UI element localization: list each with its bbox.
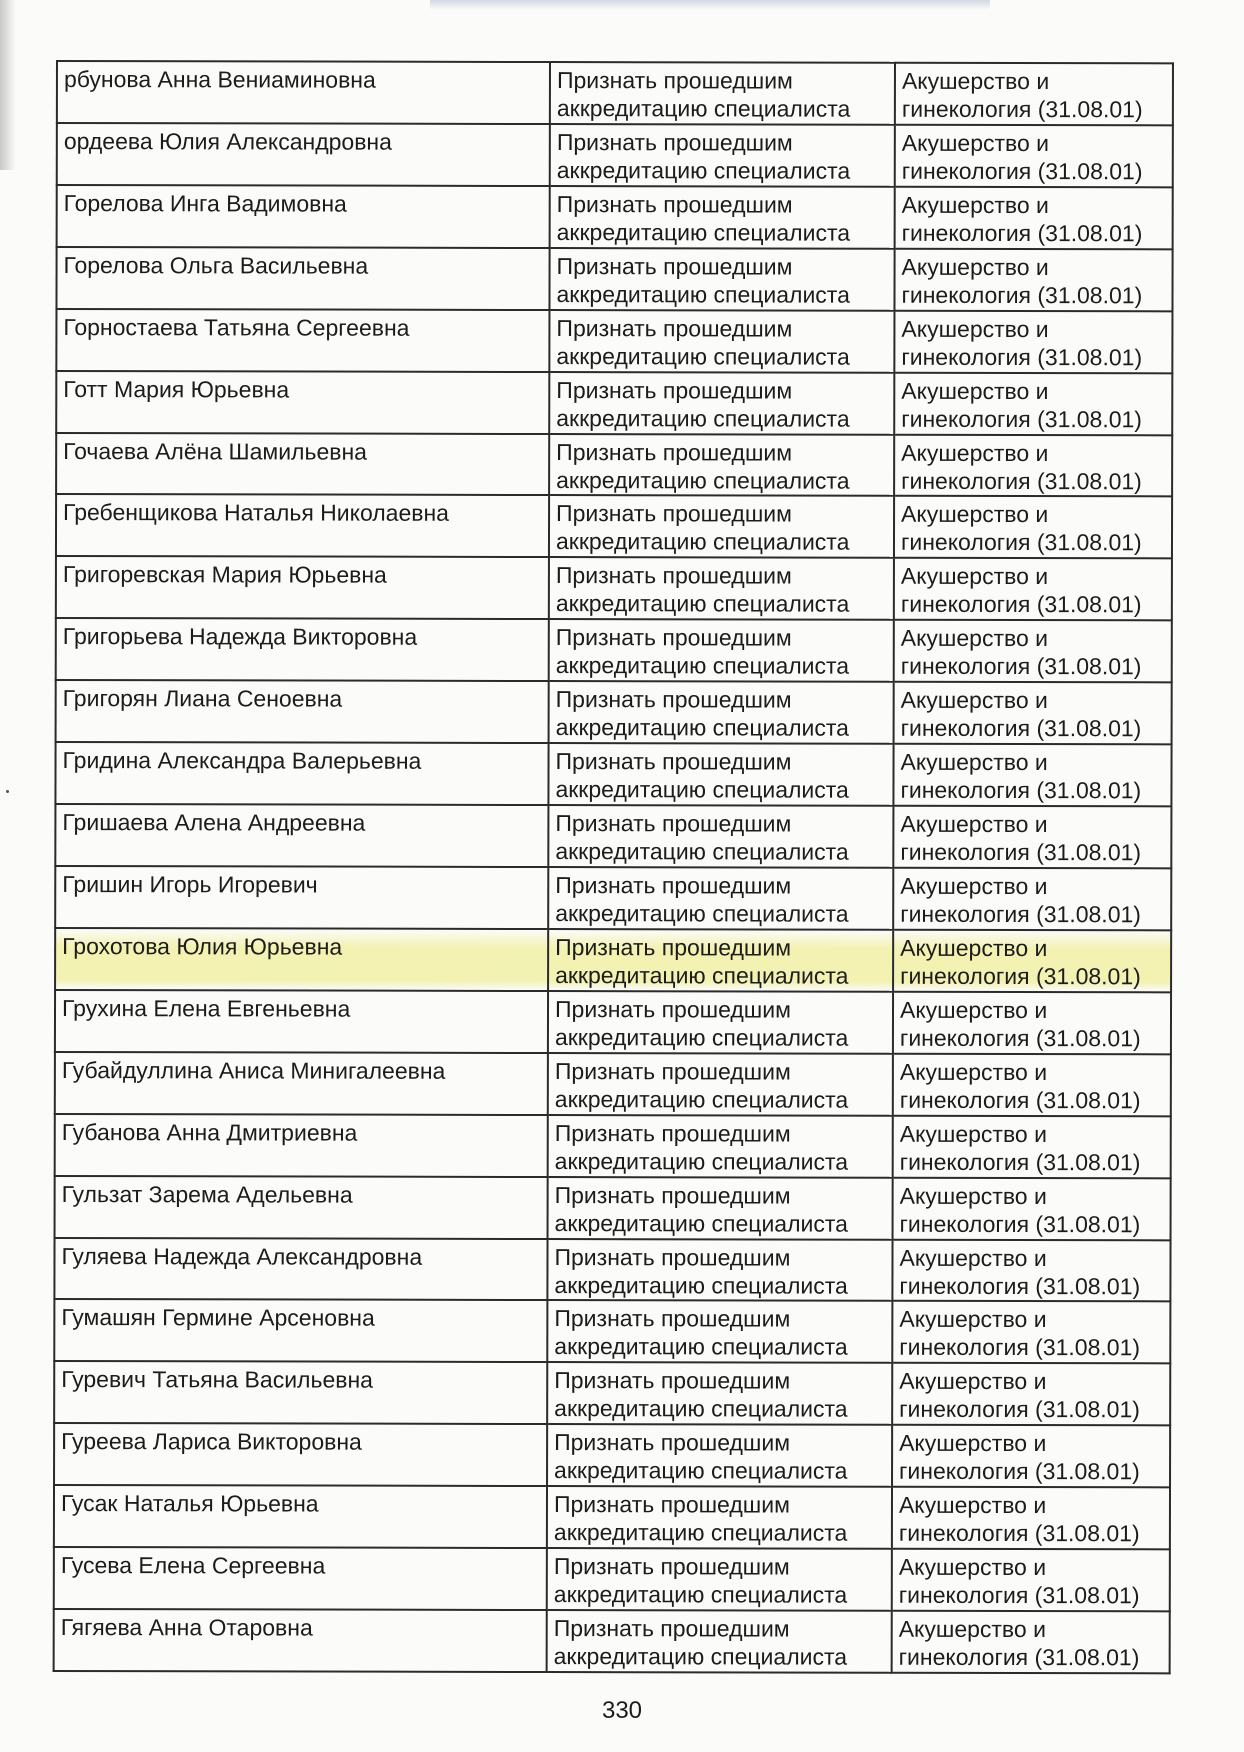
specialty-cell: Акушерство и гинекология (31.08.01) [894,310,1172,373]
table-row [57,185,1173,249]
table-body [54,61,1173,1673]
table-row [55,866,1171,930]
decision-cell: Признать прошедшим аккредитацию специалиста [549,310,894,373]
specialty-cell: Акушерство и гинекология (31.08.01) [893,806,1171,869]
name-cell: Губанова Анна Дмитриевна [55,1114,548,1177]
specialty-cell: Акушерство и гинекология (31.08.01) [893,744,1171,807]
decision-cell: Признать прошедшим аккредитацию специалиста [549,619,894,682]
specialty-cell: Акушерство и гинекология (31.08.01) [895,125,1173,188]
specialty-cell: Акушерство и гинекология (31.08.01) [893,992,1171,1055]
name-cell: Губайдуллина Аниса Минигалеевна [55,1052,548,1115]
decision-cell: Признать прошедшим аккредитацию специалиста [547,1300,892,1363]
table-row [55,1114,1171,1178]
specialty-cell: Акушерство и гинекология (31.08.01) [894,558,1172,621]
specialty-cell: Акушерство и гинекология (31.08.01) [894,249,1172,312]
table-row [56,556,1172,620]
specialty-cell: Акушерство и гинекология (31.08.01) [893,930,1171,993]
specialty-cell: Акушерство и гинекология (31.08.01) [894,434,1172,497]
table-row [55,990,1171,1054]
name-cell: Григорян Лиана Сеноевна [56,680,549,743]
table-row [56,247,1172,311]
specialty-cell: Акушерство и гинекология (31.08.01) [895,63,1173,126]
name-cell: Гришин Игорь Игоревич [55,866,548,929]
page-number: 330 [601,1697,643,1724]
specialty-cell: Акушерство и гинекология (31.08.01) [892,1611,1170,1674]
table-row [54,1361,1170,1425]
scan-top-bleed [430,0,990,10]
specialty-cell: Акушерство и гинекология (31.08.01) [894,496,1172,559]
decision-cell: Признать прошедшим аккредитацию специалиста [549,372,894,435]
name-cell: Гумашян Гермине Арсеновна [54,1299,547,1362]
decision-cell: Признать прошедшим аккредитацию специалиста [548,1177,893,1240]
decision-cell: Признать прошедшим аккредитацию специалиста [548,929,893,992]
table-row [55,928,1171,992]
table-row [56,309,1172,373]
table-row [54,1423,1170,1487]
decision-cell: Признать прошедшим аккредитацию специалиста [547,1486,892,1549]
specialty-cell: Акушерство и гинекология (31.08.01) [892,1239,1170,1302]
specialty-cell: Акушерство и гинекология (31.08.01) [892,1425,1170,1488]
specialty-cell: Акушерство и гинекология (31.08.01) [893,1115,1171,1178]
name-cell: Григоревская Мария Юрьевна [56,556,549,619]
name-cell: Григорьева Надежда Викторовна [56,618,549,681]
name-cell: Гягяева Анна Отаровна [54,1609,547,1672]
decision-cell: Признать прошедшим аккредитацию специалиста [549,557,894,620]
name-cell: Горелова Инга Вадимовна [57,185,550,248]
table-row [54,1485,1170,1549]
table-row [56,618,1172,682]
table-row [56,371,1172,435]
accreditation-table [53,60,1174,1674]
name-cell: Горелова Ольга Васильевна [56,247,549,310]
name-cell: Готт Мария Юрьевна [56,371,549,434]
decision-cell: Признать прошедшим аккредитацию специалиста [547,1239,892,1302]
table-row [56,680,1172,744]
decision-cell: Признать прошедшим аккредитацию специалиста [550,186,895,249]
scan-speck [6,790,9,793]
name-cell: Гуляева Надежда Александровна [54,1238,547,1301]
decision-cell: Признать прошедшим аккредитацию специалиста [547,1610,892,1673]
decision-cell: Признать прошедшим аккредитацию специалиста [549,681,894,744]
specialty-cell: Акушерство и гинекология (31.08.01) [892,1301,1170,1364]
table-row [54,1238,1170,1302]
specialty-cell: Акушерство и гинекология (31.08.01) [892,1487,1170,1550]
name-cell: рбунова Анна Вениаминовна [57,61,550,124]
table-row [54,1547,1170,1611]
table-row [56,433,1172,497]
decision-cell: Признать прошедшим аккредитацию специалиста [550,124,895,187]
specialty-cell: Акушерство и гинекология (31.08.01) [893,1054,1171,1117]
table-row [55,804,1171,868]
decision-cell: Признать прошедшим аккредитацию специалиста [547,1362,892,1425]
decision-cell: Признать прошедшим аккредитацию специалиста [550,62,895,125]
scan-edge-shadow [0,0,16,170]
name-cell: Гусак Наталья Юрьевна [54,1485,547,1548]
decision-cell: Признать прошедшим аккредитацию специалиста [548,1115,893,1178]
name-cell: Гридина Александра Валерьевна [55,742,548,805]
decision-cell: Признать прошедшим аккредитацию специалиста [547,1424,892,1487]
table-row [55,1176,1171,1240]
decision-cell: Признать прошедшим аккредитацию специалиста [548,1053,893,1116]
decision-cell: Признать прошедшим аккредитацию специалиста [548,805,893,868]
specialty-cell: Акушерство и гинекология (31.08.01) [892,1549,1170,1612]
specialty-cell: Акушерство и гинекология (31.08.01) [893,868,1171,931]
name-cell: Грухина Елена Евгеньевна [55,990,548,1053]
name-cell: Гусева Елена Сергеевна [54,1547,547,1610]
specialty-cell: Акушерство и гинекология (31.08.01) [893,1177,1171,1240]
decision-cell: Признать прошедшим аккредитацию специалиста [548,743,893,806]
table-row [54,1609,1170,1673]
decision-cell: Признать прошедшим аккредитацию специалиста [548,991,893,1054]
decision-cell: Признать прошедшим аккредитацию специалиста [549,248,894,311]
name-cell: Горностаева Татьяна Сергеевна [56,309,549,372]
decision-cell: Признать прошедшим аккредитацию специалиста [548,867,893,930]
name-cell: Гребенщикова Наталья Николаевна [56,494,549,557]
name-cell: ордеева Юлия Александровна [57,123,550,186]
name-cell: Гуреева Лариса Викторовна [54,1423,547,1486]
specialty-cell: Акушерство и гинекология (31.08.01) [895,187,1173,250]
table-row [55,742,1171,806]
specialty-cell: Акушерство и гинекология (31.08.01) [894,620,1172,683]
table-row [55,1052,1171,1116]
name-cell: Гуревич Татьяна Васильевна [54,1361,547,1424]
name-cell: Гочаева Алёна Шамильевна [56,433,549,496]
decision-cell: Признать прошедшим аккредитацию специалиста [549,495,894,558]
name-cell: Грохотова Юлия Юрьевна [55,928,548,991]
specialty-cell: Акушерство и гинекология (31.08.01) [894,372,1172,435]
decision-cell: Признать прошедшим аккредитацию специалиста [547,1548,892,1611]
specialty-cell: Акушерство и гинекология (31.08.01) [894,682,1172,745]
table-row [56,494,1172,558]
name-cell: Гришаева Алена Андреевна [55,804,548,867]
name-cell: Гульзат Зарема Адельевна [55,1176,548,1239]
table-row [54,1299,1170,1363]
table-row [57,123,1173,187]
specialty-cell: Акушерство и гинекология (31.08.01) [892,1363,1170,1426]
decision-cell: Признать прошедшим аккредитацию специалиста [549,434,894,497]
table-row [57,61,1173,125]
